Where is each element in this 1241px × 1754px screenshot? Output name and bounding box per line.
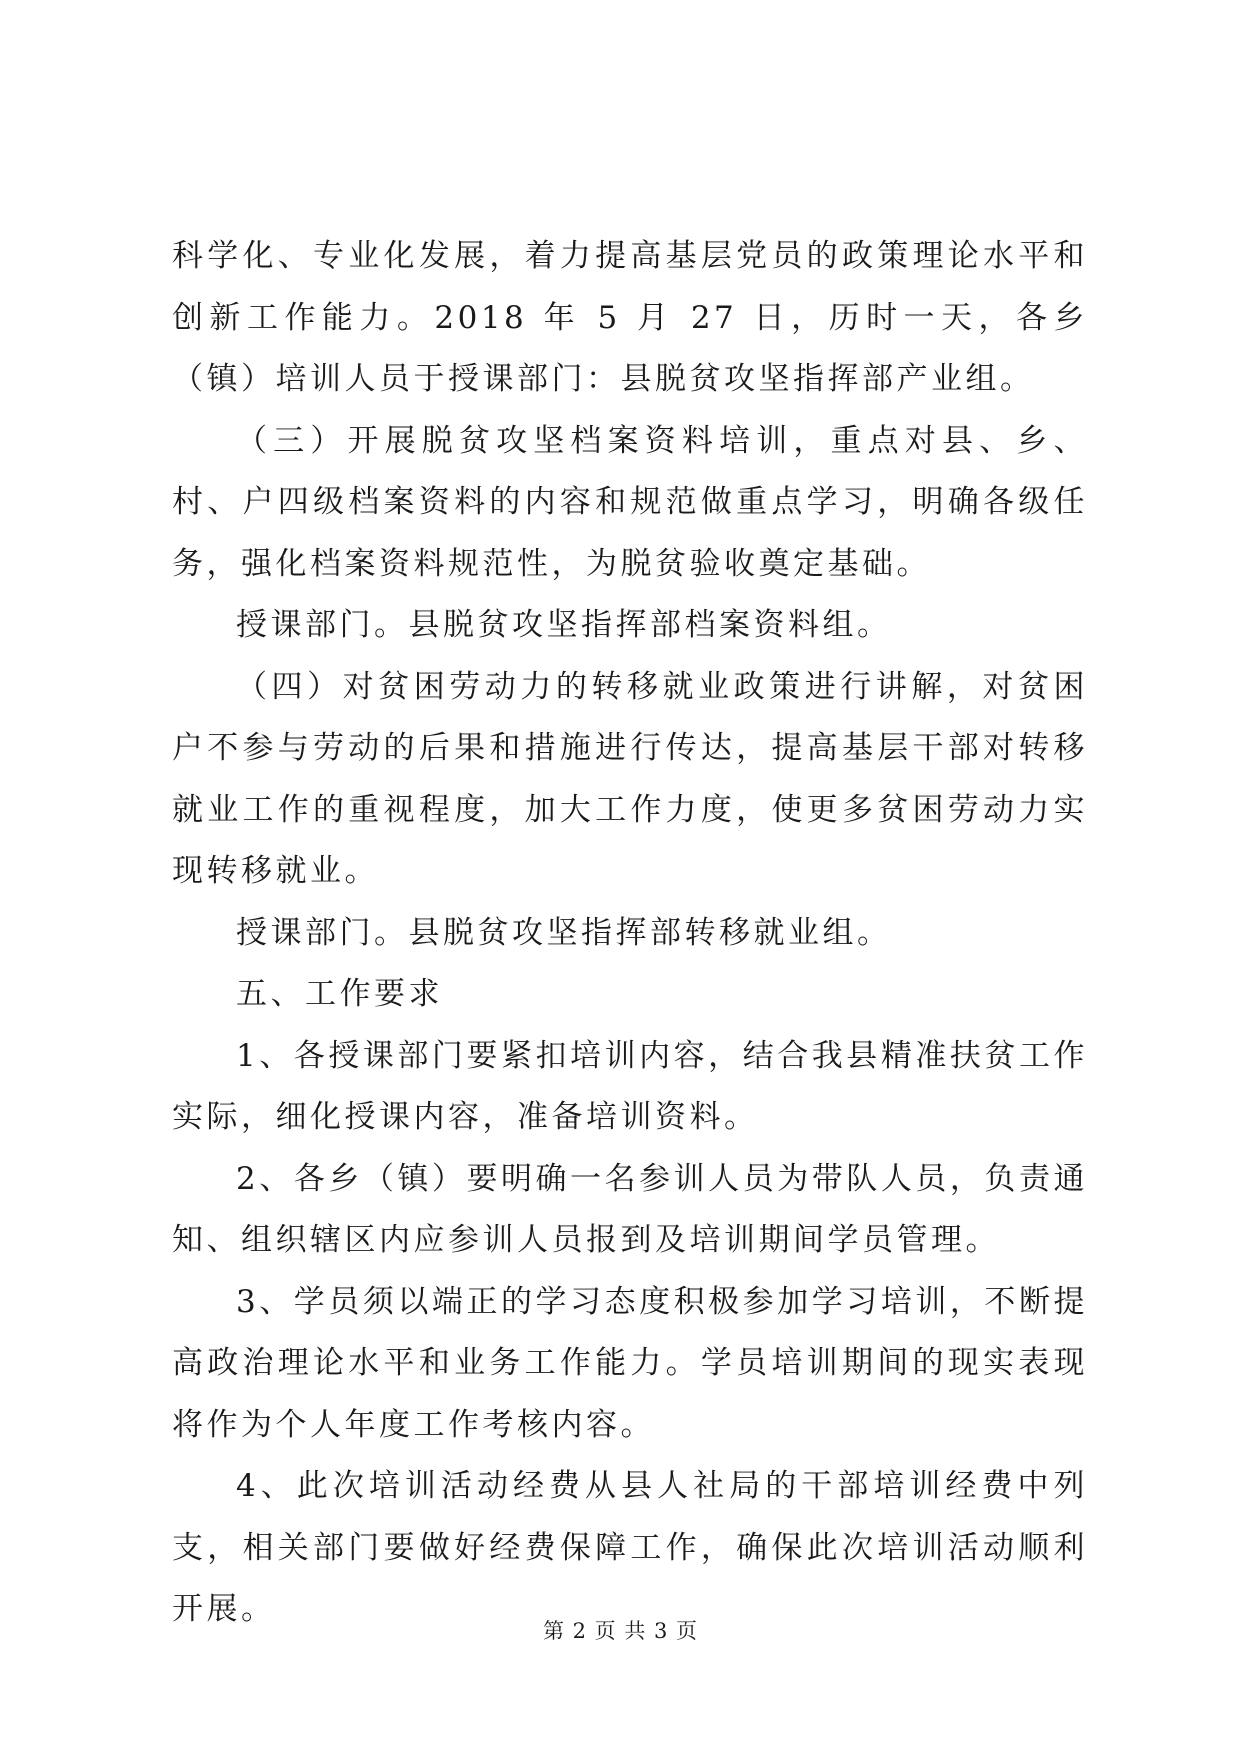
requirement-4: 4、此次培训活动经费从县人社局的干部培训经费中列支，相关部门要做好经费保障工作，确保此次培训活动顺利开展。 xyxy=(172,1468,1088,1627)
requirement-2: 2、各乡（镇）要明确一名参训人员为带队人员，负责通知、组织辖区内应参训人员报到及培训期间学员管理。 xyxy=(172,1160,1088,1258)
paragraph-2: （三）开展脱贫攻坚档案资料培训，重点对县、乡、村、户四级档案资料的内容和规范做重点学习，明确各级任务，强化档案资料规范性，为脱贫验收奠定基础。 xyxy=(172,422,1088,582)
requirement-3: 3、学员须以端正的学习态度积极参加学习培训，不断提高政治理论水平和业务工作能力。学员培训期间的现实表现将作为个人年度工作考核内容。 xyxy=(172,1283,1088,1443)
document-body xyxy=(172,226,1088,1641)
requirement-1: 1、各授课部门要紧扣培训内容，结合我县精准扶贫工作实际，细化授课内容，准备培训资料。 xyxy=(172,1037,1088,1135)
paragraph-3: 授课部门。县脱贫攻坚指挥部档案资料组。 xyxy=(236,607,892,643)
section-heading: 五、工作要求 xyxy=(236,976,443,1012)
paragraph-1: 科学化、专业化发展，着力提高基层党员的政策理论水平和创新工作能力。2018 年 5 月 27 日，历时一天，各乡（镇）培训人员于授课部门：县脱贫攻坚指挥部产业组。 xyxy=(172,238,1088,397)
paragraph-5: 授课部门。县脱贫攻坚指挥部转移就业组。 xyxy=(236,914,892,951)
page-footer: 第 2 页 共 3 页 xyxy=(542,1619,699,1643)
paragraph-4: （四）对贫困劳动力的转移就业政策进行讲解，对贫困户不参与劳动的后果和措施进行传达，提高基层干部对转移就业工作的重视程度，加大工作力度，使更多贫困劳动力实现转移就业。 xyxy=(172,668,1088,889)
